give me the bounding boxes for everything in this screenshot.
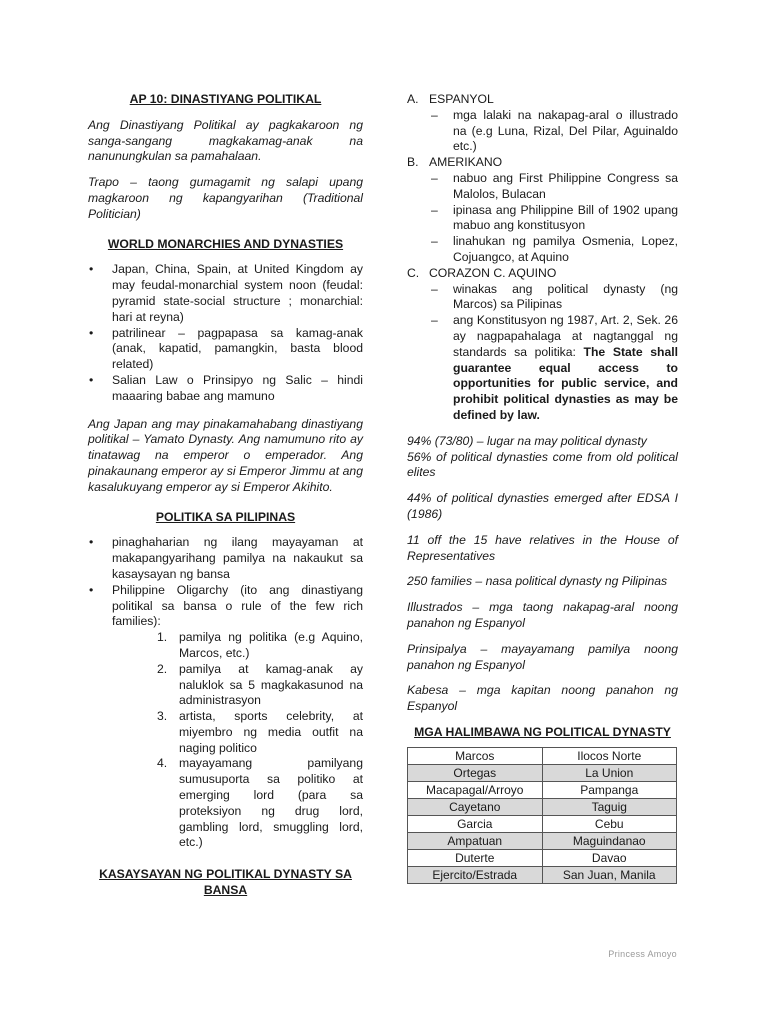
- place-cell: Maguindanao: [542, 832, 677, 849]
- table-row: [408, 798, 677, 815]
- section-title: CORAZON C. AQUINO: [429, 265, 557, 280]
- list-item: • Japan, China, Spain, at United Kingdom ay may feudal-monarchial system noon (feudal: pyramid state-social structure ; monarchial: hari at reyna): [88, 262, 363, 325]
- dynasty-table-body: [408, 747, 677, 883]
- table-heading: MGA HALIMBAWA NG POLITICAL DYNASTY: [414, 724, 671, 739]
- list-item: 4. mayayamang pamilyang sumusuporta sa politiko at emerging lord (para sa proteksiyon ng drug lord, gambling lord, smuggling lord, etc.): [157, 756, 363, 850]
- fact-item: Kabesa – mga kapitan noong panahon ng Espanyol: [407, 683, 678, 714]
- list-item: • patrilinear – pagpapasa sa kamag-anak (anak, kapatid, pamangkin, basta blood related): [88, 326, 363, 373]
- place-cell: La Union: [542, 764, 677, 781]
- left-column: [88, 92, 363, 909]
- dynasty-table: [407, 747, 677, 884]
- family-cell: Ortegas: [408, 764, 543, 781]
- list-item: – ipinasa ang Philippine Bill of 1902 upang mabuo ang konstitusyon: [431, 203, 678, 235]
- section-title: ESPANYOL: [429, 92, 494, 106]
- list-item: 2. pamilya at kamag-anak ay naluklok sa 5 magkakasunod na administrasyon: [157, 661, 363, 708]
- list-item: – ang Konstitusyon ng 1987, Art. 2, Sek. 26 ay nagpapahalaga at nagtanggal ng standards sa politika: The State shall guarantee equal access to opportunities for public service, and prohibit political dynasties as may be defined by law.: [431, 313, 678, 424]
- section-amerikano: B. AMERIKANO: [407, 155, 503, 170]
- kasaysayan-heading: KASAYSAYAN NG POLITIKAL DYNASTY SA BANSA: [99, 867, 352, 898]
- politika-list: [88, 535, 363, 851]
- section-title: AMERIKANO: [429, 155, 503, 170]
- place-cell: Cebu: [542, 815, 677, 832]
- family-cell: Ampatuan: [408, 832, 543, 849]
- fact-item: Illustrados – mga taong nakapag-aral noong panahon ng Espanyol: [407, 600, 678, 630]
- fact-item: 56% of political dynasties come from old political elites: [407, 449, 678, 480]
- place-cell: Ilocos Norte: [542, 747, 677, 764]
- author-footer: Princess Amoyo: [608, 949, 677, 959]
- list-item: • pinaghaharian ng ilang mayayaman at makapangyarihang pamilya na nakaukut sa kasaysayan ng bansa: [88, 535, 363, 582]
- place-cell: Pampanga: [542, 781, 677, 798]
- definition-paragraph: Ang Dinastiyang Politikal ay pagkakaroon ng sanga-sangang magkakamag-anak na nanunungkulan sa pamahalaan.: [88, 117, 363, 164]
- oligarchy-label: Philippine Oligarchy (ito ang dinastiyang politikal sa bansa o rule of the few rich families):: [112, 582, 363, 629]
- place-cell: Taguig: [542, 798, 677, 815]
- aquino-list: [407, 282, 678, 424]
- family-cell: Garcia: [408, 815, 543, 832]
- family-cell: Ejercito/Estrada: [408, 866, 543, 883]
- japan-paragraph: Ang Japan ang may pinakamahabang dinastiyang politikal – Yamato Dynasty. Ang namumuno rito ay tinatawag na emperor o emperador. Ang pinakaunang emperor ay si Emperor Jimmu at ang kasalukuyang emperor ay si Emperor Akihito.: [88, 416, 363, 494]
- table-row: [408, 747, 677, 764]
- list-item: – winakas ang political dynasty (ng Marcos) sa Pilipinas: [431, 282, 678, 314]
- table-row: [408, 781, 677, 798]
- table-row: [408, 866, 677, 883]
- fact-item: 44% of political dynasties emerged after EDSA I (1986): [407, 491, 678, 521]
- trapo-definition: Trapo – taong gumagamit ng salapi upang magkaroon ng kapangyarihan (Traditional Politician): [88, 175, 363, 221]
- facts-list: [407, 434, 678, 715]
- list-item: – linahukan ng pamilya Osmenia, Lopez, Cojuangco, at Aquino: [431, 234, 678, 266]
- list-item: 1. pamilya ng politika (e.g Aquino, Marcos, etc.): [157, 630, 363, 660]
- fact-item: 250 families – nasa political dynasty ng Pilipinas: [407, 574, 668, 589]
- table-row: [408, 832, 677, 849]
- espanyol-list: [407, 108, 678, 155]
- place-cell: San Juan, Manila: [542, 866, 677, 883]
- table-row: [408, 815, 677, 832]
- amerikano-list: [407, 171, 678, 266]
- list-item: – mga lalaki na nakapag-aral o illustrado na (e.g Luna, Rizal, Del Pilar, Aguinaldo etc.): [431, 108, 678, 155]
- list-item: 3. artista, sports celebrity, at miyembro ng media outfit na naging politico: [157, 709, 363, 755]
- table-row: [408, 764, 677, 781]
- world-monarchies-list: [88, 262, 363, 404]
- table-row: [408, 849, 677, 866]
- list-item: [88, 583, 363, 852]
- document-title: AP 10: DINASTIYANG POLITIKAL: [129, 92, 322, 106]
- section-espanyol: A. ESPANYOL: [407, 92, 494, 106]
- fact-item: 11 off the 15 have relatives in the House of Representatives: [407, 532, 678, 563]
- oligarchy-list: [112, 630, 363, 851]
- family-cell: Marcos: [408, 747, 543, 764]
- list-item: • Salian Law o Prinsipyo ng Salic – hindi maaaring babae ang mamuno: [88, 373, 363, 405]
- family-cell: Cayetano: [408, 798, 543, 815]
- place-cell: Davao: [542, 849, 677, 866]
- family-cell: Macapagal/Arroyo: [408, 781, 543, 798]
- politika-heading: POLITIKA SA PILIPINAS: [155, 509, 296, 524]
- section-aquino: C. CORAZON C. AQUINO: [407, 265, 557, 280]
- fact-item: Prinsipalya – mayayamang pamilya noong panahon ng Espanyol: [407, 641, 678, 672]
- family-cell: Duterte: [408, 849, 543, 866]
- right-column: [407, 92, 678, 884]
- list-item: – nabuo ang First Philippine Congress sa Malolos, Bulacan: [431, 171, 678, 203]
- world-monarchies-heading: WORLD MONARCHIES AND DYNASTIES: [107, 236, 344, 251]
- fact-item: 94% (73/80) – lugar na may political dynasty: [407, 433, 647, 448]
- constitution-quote: The State shall guarantee equal access to opportunities for public service, and prohibit political dynasties as may be defined by law.: [453, 344, 678, 422]
